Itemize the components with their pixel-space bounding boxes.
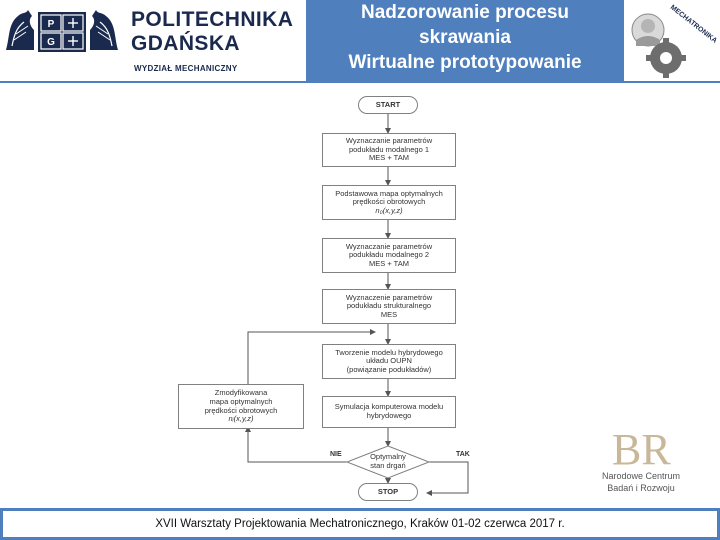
box-left-line4: nᵢ(x,y,z): [228, 414, 254, 424]
mechatronics-logo-text: MECHATRONIKA: [668, 4, 719, 45]
decision-line1: Optymalny: [370, 452, 406, 462]
start-node: START: [358, 96, 418, 114]
slide-title-line2: skrawania: [419, 27, 511, 48]
box2-line1: Podstawowa mapa optymalnych: [335, 188, 443, 198]
process-box-structural: [322, 289, 456, 324]
box3-line2: podukładu modalnego 2: [348, 250, 430, 260]
ncbr-line1: Narodowe Centrum: [601, 471, 681, 481]
process-box-simulation: [322, 396, 456, 428]
box1-line1: Wyznaczanie parametrów: [345, 136, 433, 146]
university-name-line2: GDAŃSKA: [131, 32, 240, 55]
box-left-line3: prędkości obrotowych: [204, 405, 278, 415]
box3-line1: Wyznaczanie parametrów: [345, 241, 433, 251]
edge-label-no: NIE: [330, 451, 342, 458]
decision-line2: stan drgań: [370, 461, 406, 470]
header: [0, 0, 720, 82]
box1-line2: podukładu modalnego 1: [348, 144, 430, 154]
ncbr-logo-text: [598, 470, 684, 494]
process-box-base-map: [322, 185, 456, 220]
footer-text: XVII Warsztaty Projektowania Mechatronicznego, Kraków 01-02 czerwca 2017 r.: [155, 518, 565, 530]
box5-line3: (powiązanie podukładów): [346, 364, 432, 374]
box3-line3: MES + TAM: [369, 258, 409, 268]
header-divider: [0, 81, 720, 83]
box4-line2: podukładu strukturalnego: [346, 301, 432, 311]
process-box-modified-map: [178, 384, 304, 429]
university-name-line1: POLITECHNIKA: [131, 8, 294, 31]
box1-line3: MES + TAM: [369, 153, 409, 163]
slide-title-line1: Nadzorowanie procesu: [361, 2, 569, 23]
footer: [2, 510, 718, 538]
box4-line1: Wyznaczenie parametrów: [345, 292, 433, 302]
ncbr-logo-letters: BR: [612, 425, 671, 474]
decision-label: [356, 452, 420, 472]
box2-line3: n₀(x,y,z): [375, 205, 403, 215]
box-left-line1: Zmodyfikowana: [214, 388, 268, 398]
stop-node: STOP: [358, 483, 418, 501]
box5-line2: układu OUPN: [366, 356, 412, 366]
box-left-line2: mapa optymalnych: [209, 396, 273, 406]
process-box-hybrid-model: [322, 344, 456, 379]
emblem-letter-p: P: [47, 19, 55, 30]
university-name: [131, 8, 293, 56]
box6-line1: Symulacja komputerowa modelu: [334, 402, 444, 412]
slide-title-line3: Wirtualne prototypowanie: [348, 52, 582, 73]
emblem-letter-g: G: [47, 37, 55, 48]
box6-line2: hybrydowego: [366, 411, 412, 420]
box2-line2: prędkości obrotowych: [352, 197, 426, 207]
process-box-modal-1: [322, 133, 456, 167]
ncbr-line2: Badań i Rozwoju: [607, 483, 675, 493]
flowchart: [170, 90, 490, 502]
slide-title: [306, 0, 624, 82]
box4-line3: MES: [380, 309, 398, 319]
faculty-name: WYDZIAŁ MECHANICZNY: [134, 64, 238, 73]
university-emblem-icon: [4, 6, 120, 56]
process-box-modal-2: [322, 238, 456, 273]
box5-line1: Tworzenie modelu hybrydowego: [335, 347, 443, 357]
edge-label-yes: TAK: [456, 451, 470, 458]
mechatronics-logo-icon: [626, 0, 720, 82]
